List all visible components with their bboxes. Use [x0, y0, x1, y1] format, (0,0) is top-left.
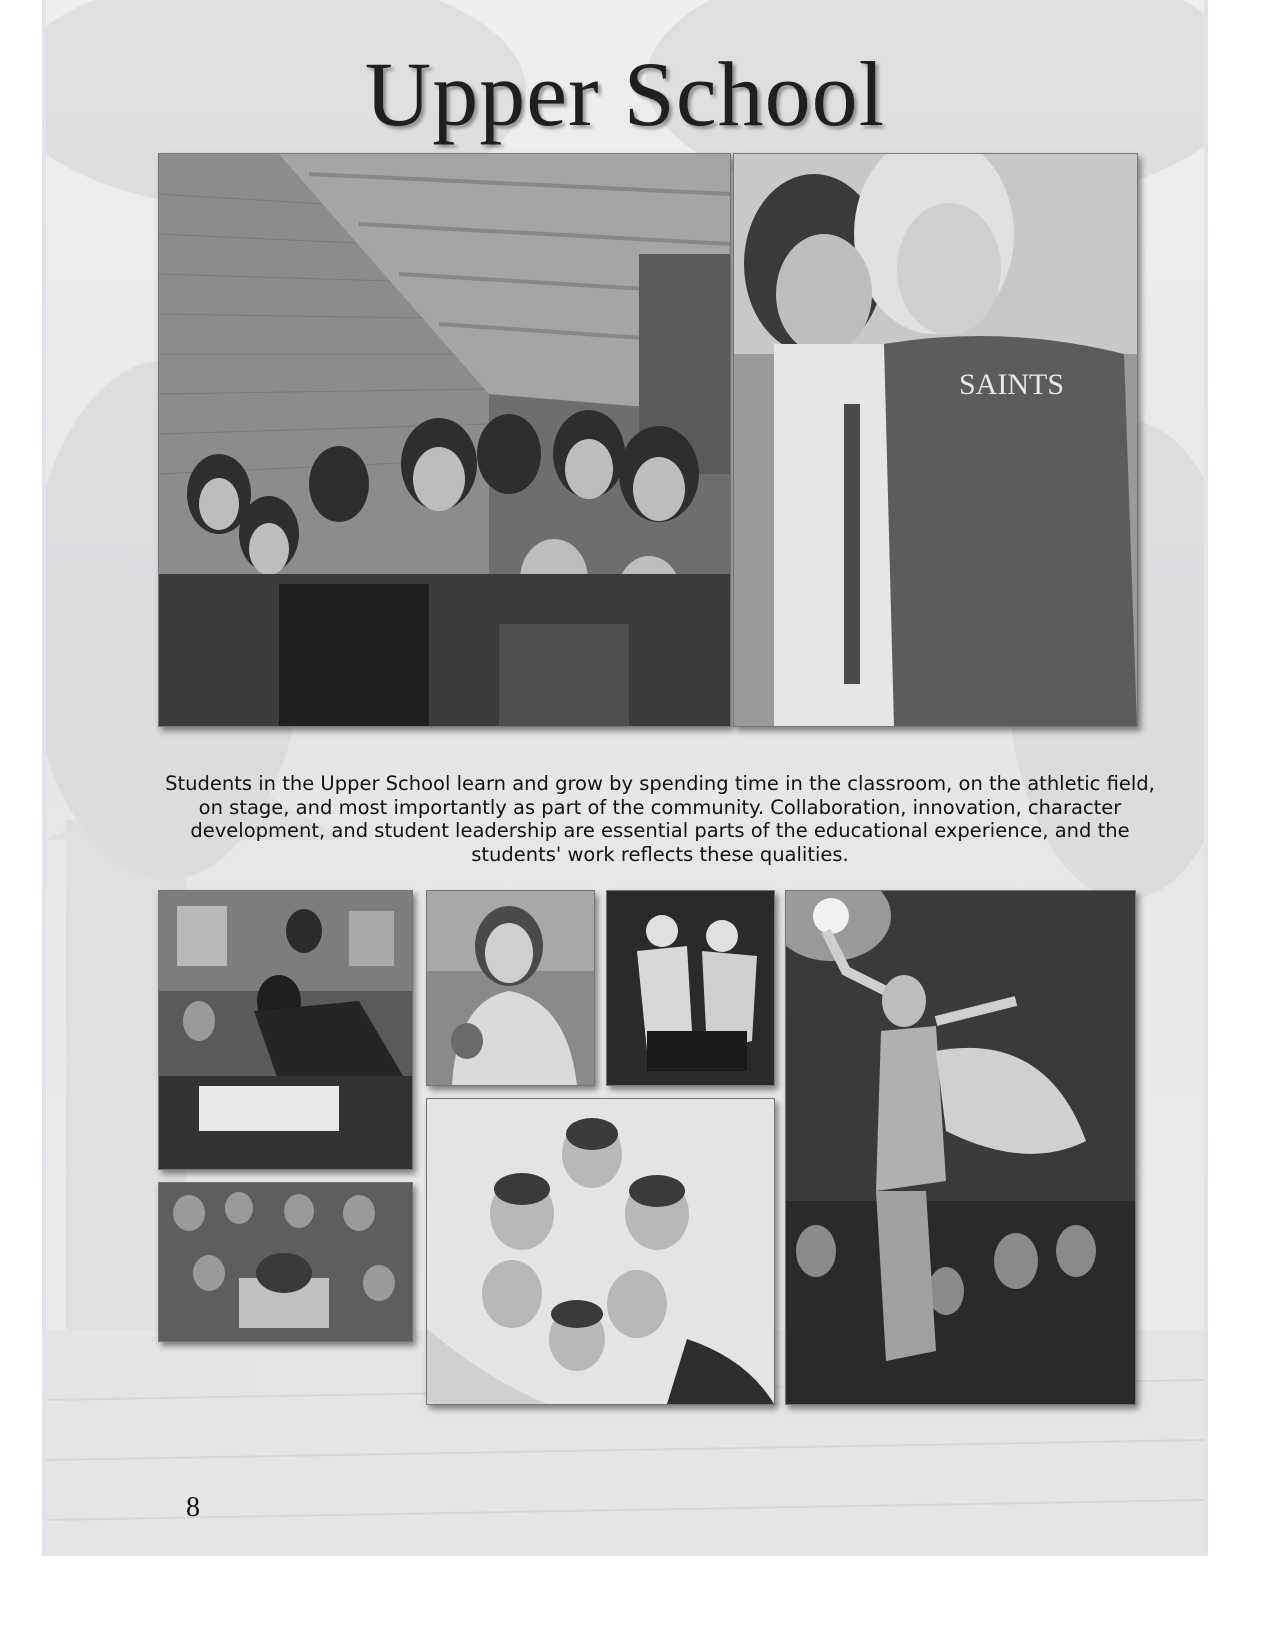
page-caption: Students in the Upper School learn and grow by spending time in the classroom, on the athletic field, on stage, and most importantly as part of the community. Collaboration, innovation, character development, and student leadership are essential parts of the educational experience, and the students' work reflects these qualities.	[165, 772, 1155, 866]
photo-boys-huddle	[426, 1098, 775, 1405]
photo-cupid-crowd	[785, 890, 1136, 1405]
photo-signing-book	[158, 890, 413, 1170]
shirt-text: SAINTS	[959, 368, 1065, 401]
page-number: 8	[186, 1492, 200, 1523]
photo-pottery-girl	[426, 890, 595, 1086]
page-title: Upper School	[364, 43, 886, 145]
photo-two-girls-smiling	[733, 153, 1138, 727]
photo-crowd-celebration	[158, 1182, 413, 1342]
photo-football	[606, 890, 775, 1086]
photo-students-hallway	[158, 153, 731, 727]
